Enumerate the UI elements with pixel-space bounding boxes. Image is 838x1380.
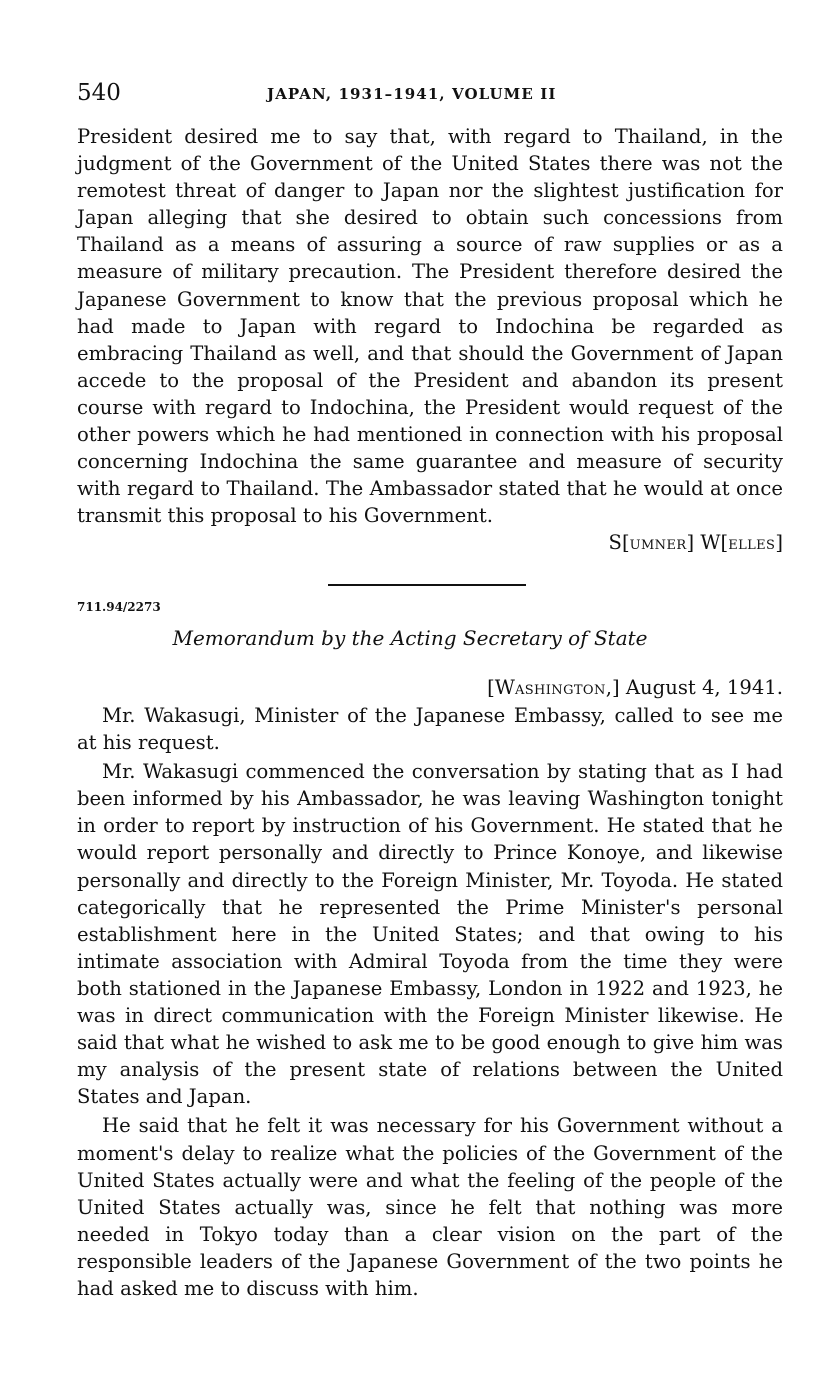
memo-paragraph-3: He said that he felt it was necessary for his Government without a moment's delay to realize what the policies of the Government of the United States actually were and what the feeling of the people of the United States actually was, since he felt that nothing was more needed in Tokyo today than a clear vision on the part of the responsible leaders of the Japanese Government of the two points he had asked me to discuss with him. (77, 1114, 783, 1300)
dateline (487, 674, 783, 704)
signature-end: ] (775, 531, 783, 555)
signature-s-rest: UMNER (629, 538, 687, 554)
signature-s: S[ (608, 531, 630, 555)
memo-body (77, 702, 783, 1304)
continuation-paragraph: President desired me to say that, with regard to Thailand, in the judgment of the Government of the United States there was not the remotest threat of danger to Japan nor the slightest justification for Japan alleging that she desired to obtain such concessions from Thailand as a means of assuring a source of raw supplies or as a measure of military precaution. The President therefore desired the Japanese Government to know that the previous proposal which he had made to Japan with regard to Indochina be regarded as embracing Thailand as well, and that should the Government of Japan accede to the proposal of the President and abandon its present course with regard to Indochina, the President would request of the other powers which he had mentioned in connection with his proposal concerning Indochina the same guarantee and measure of security with regard to Thailand. The Ambassador stated that he would at once transmit this proposal to his Government. (77, 125, 783, 528)
file-number: 711.94/2273 (77, 600, 161, 614)
running-head-title: JAPAN, 1931–1941, VOLUME II (267, 85, 557, 103)
signature-mid: ] W[ (686, 531, 729, 555)
memo-paragraph-1: Mr. Wakasugi, Minister of the Japanese Embassy, called to see me at his request. (77, 704, 783, 755)
signature-w-rest: ELLES (728, 538, 776, 554)
dateline-open: [W (487, 676, 515, 699)
page-number: 540 (77, 80, 121, 106)
running-head (77, 78, 783, 108)
memo-paragraph-2: Mr. Wakasugi commenced the conversation by stating that as I had been informed by his Ambassador, he was leaving Washington tonight in order to report by instruction of his Government. He stated that he would report personally and directly to Prince Konoye, and likewise personally and directly to the Foreign Minister, Mr. Toyoda. He stated categorically that he represented the Prime Minister's personal establishment here in the United States; and that owing to his intimate association with Admiral Toyoda from the time they were both stationed in the Japanese Embassy, London in 1922 and 1923, he was in direct communication with the Foreign Minister likewise. He said that what he wished to ask me to be good enough to give him was my analysis of the present state of relations between the United States and Japan. (77, 760, 783, 1109)
continuation-block (77, 123, 783, 560)
signature (77, 529, 783, 559)
section-divider (328, 584, 526, 586)
dateline-close: ,] August 4, 1941. (605, 676, 783, 699)
dateline-place: ASHINGTON (514, 683, 606, 698)
memo-title: Memorandum by the Acting Secretary of State (172, 626, 648, 650)
